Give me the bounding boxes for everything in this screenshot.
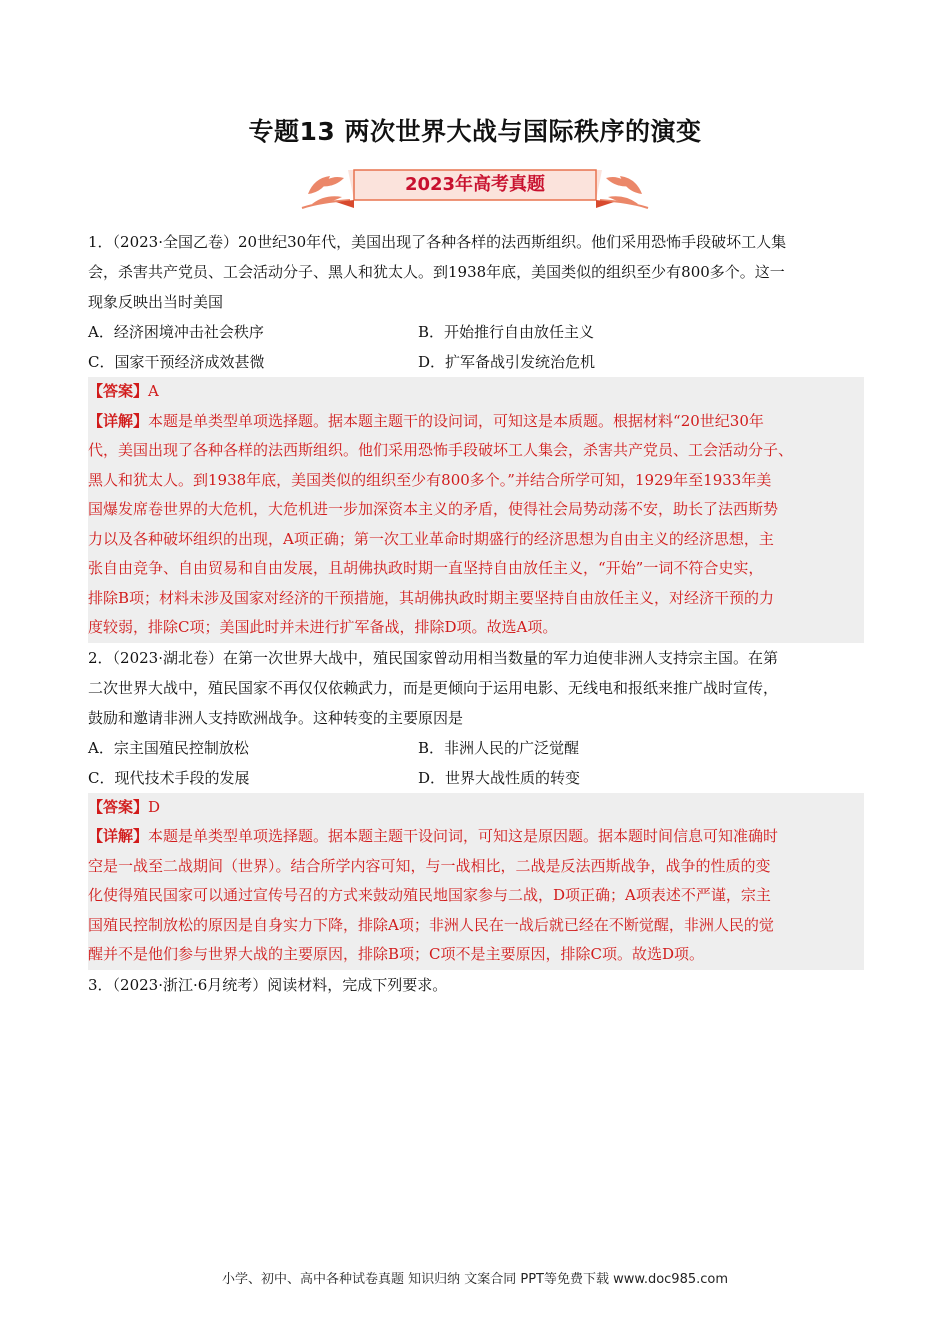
banner-label: 2023年高考真题 [404,174,546,195]
detail-line: 度较弱，排除C项；美国此时并未进行扩军备战，排除D项。故选A项。 [88,618,558,636]
question-stem-line: 1．（2023·全国乙卷）20世纪30年代，美国出现了各种各样的法西斯组织。他们采用恐怖手段破坏工人集 [88,233,787,251]
option-c: C．现代技术手段的发展 [88,768,250,787]
question-1 [88,227,864,643]
detail-line: 醒并不是他们参与世界大战的主要原因，排除B项；C项不是主要原因，排除C项。故选D项。 [88,945,705,963]
detail-line: 黑人和犹太人。到1938年底，美国类似的组织至少有800多个。”并结合所学可知，1929年至1933年美 [88,470,772,489]
question-stem-line: 二次世界大战中，殖民国家不再仅仅依赖武力，而是更倾向于运用电影、无线电和报纸来推广战时宣传， [88,678,779,697]
option-d: D．扩军备战引发统治危机 [418,353,596,371]
section-banner [300,164,650,214]
question-3 [88,970,864,1000]
answer-label: 【答案】 [88,382,149,400]
detail-label: 【详解】 [88,411,149,430]
options-row [88,733,864,763]
detail-label: 【详解】 [88,827,149,845]
answer-line [88,793,864,823]
option-a: A．宗主国殖民控制放松 [88,738,249,757]
answer-explanation [88,793,864,970]
question-stem-line: 会，杀害共产党员、工会活动分子、黑人和犹太人。到1938年底，美国类似的组织至少有800多个。这一 [88,263,785,281]
question-stem-line: 3．（2023·浙江·6月统考）阅读材料，完成下列要求。 [88,975,448,994]
detail-line: 力以及各种破坏组织的出现，A项正确；第一次工业革命时期盛行的经济思想为自由主义的经济思想，主 [88,529,774,548]
options-row [88,317,864,347]
answer-value: A [148,382,159,400]
question-2 [88,643,864,970]
detail-line: 张自由竞争、自由贸易和自由发展，且胡佛执政时期一直坚持自由放任主义，“开始”一词不符合史实， [88,559,764,577]
detail-line: 代，美国出现了各种各样的法西斯组织。他们采用恐怖手段破坏工人集会，杀害共产党员、工会活动分子、 [88,441,794,459]
question-list [88,227,864,1000]
page-title: 专题13 两次世界大战与国际秩序的演变 [248,117,702,146]
options-row [88,763,864,793]
question-stem-line: 2．（2023·湖北卷）在第一次世界大战中，殖民国家曾动用相当数量的军力迫使非洲人支持宗主国。在第 [88,648,778,667]
answer-value: D [148,797,161,816]
detail-line: 【详解】本题是单类型单项选择题。据本题主题干设问词，可知这是原因题。据本题时间信息可知准确时 [88,827,779,845]
detail-line: 【详解】本题是单类型单项选择题。据本题主题干的设问词，可知这是本质题。根据材料“20世纪30年 [88,411,764,430]
option-b: B．开始推行自由放任主义 [418,323,595,341]
answer-label: 【答案】 [88,797,149,816]
option-a: A．经济困境冲击社会秩序 [88,323,264,341]
detail-line: 化使得殖民国家可以通过宣传号召的方式来鼓动殖民地国家参与二战，D项正确；A项表述不严谨，宗主 [88,886,771,904]
detail-line: 空是一战至二战期间（世界）。结合所学内容可知，与一战相比，二战是反法西斯战争，战争的性质的变 [88,856,771,875]
page-footer: 小学、初中、高中各种试卷真题 知识归纳 文案合同 PPT等免费下载 www.doc985.com [221,1272,729,1287]
question-stem-line: 现象反映出当时美国 [88,293,224,311]
option-c: C．国家干预经济成效甚微 [88,353,265,371]
option-d: D．世界大战性质的转变 [418,768,581,787]
detail-line: 排除B项；材料未涉及国家对经济的干预措施，其胡佛执政时期主要坚持自由放任主义，对经济干预的力 [88,588,775,607]
question-stem-line: 鼓励和邀请非洲人支持欧洲战争。这种转变的主要原因是 [88,708,464,727]
option-b: B．非洲人民的广泛觉醒 [418,738,580,757]
options-row [88,347,864,377]
detail-line: 国爆发席卷世界的大危机，大危机进一步加深资本主义的矛盾，使得社会局势动荡不安，助长了法西斯势 [88,500,779,518]
answer-line [88,377,864,407]
detail-line: 国殖民控制放松的原因是自身实力下降，排除A项；非洲人民在一战后就已经在不断觉醒，非洲人民的觉 [88,915,774,934]
answer-explanation [88,377,864,643]
